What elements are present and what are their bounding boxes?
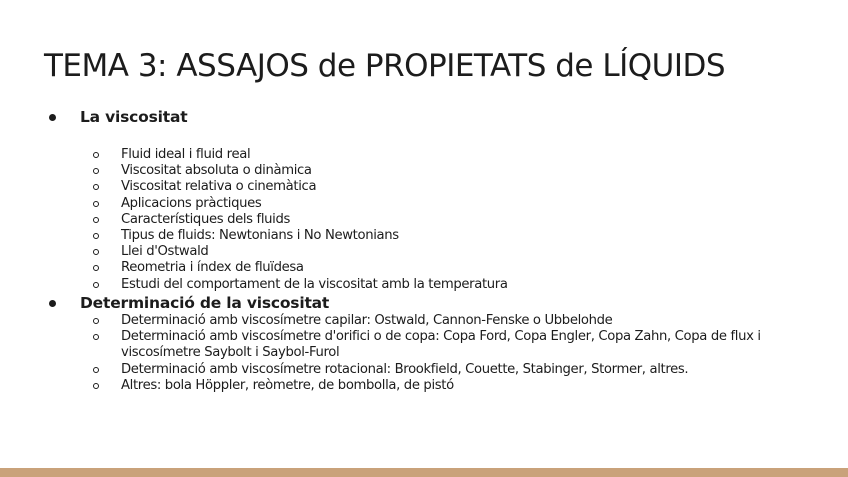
hollow-bullet-icon [93,265,99,271]
hollow-bullet-icon [93,184,99,190]
hollow-bullet-icon [93,217,99,223]
list-item: Reometria i índex de fluïdesa [93,260,813,276]
list-item: Determinació amb viscosímetre rotacional: Brookfield, Couette, Stabinger, Stormer, altres. [93,362,813,378]
list-item: Fluid ideal i fluid real [93,147,813,163]
section-list-viscositat [93,147,813,293]
hollow-bullet-icon [93,201,99,207]
hollow-bullet-icon [93,152,99,158]
hollow-bullet-icon [93,282,99,288]
hollow-bullet-icon [93,249,99,255]
list-item: Tipus de fluids: Newtonians i No Newtonians [93,228,813,244]
hollow-bullet-icon [93,318,99,324]
list-item: Determinació amb viscosímetre capilar: Ostwald, Cannon-Fenske o Ubbelohde [93,313,813,329]
hollow-bullet-icon [93,334,99,340]
hollow-bullet-icon [93,168,99,174]
section-heading-determinacio [49,294,329,312]
list-item: Determinació amb viscosímetre d'orifici o de copa: Copa Ford, Copa Engler, Copa Zahn, Copa de flux i viscosímetre Saybolt i Saybol-Furol [93,329,813,361]
section-heading-viscositat [49,108,187,126]
section-heading-label: Determinació de la viscositat [80,294,330,312]
list-item: Aplicacions pràctiques [93,196,813,212]
slide-title: TEMA 3: ASSAJOS de PROPIETATS de LÍQUIDS [44,48,726,84]
list-item: Estudi del comportament de la viscositat amb la temperatura [93,277,813,293]
bullet-icon [49,300,56,307]
hollow-bullet-icon [93,233,99,239]
list-item: Llei d'Ostwald [93,244,813,260]
section-list-determinacio [93,313,813,394]
list-item: Viscositat relativa o cinemàtica [93,179,813,195]
hollow-bullet-icon [93,383,99,389]
list-item: Característiques dels fluids [93,212,813,228]
hollow-bullet-icon [93,367,99,373]
list-item: Viscositat absoluta o dinàmica [93,163,813,179]
section-heading-label: La viscositat [80,108,188,126]
list-item: Altres: bola Höppler, reòmetre, de bombolla, de pistó [93,378,813,394]
bullet-icon [49,114,56,121]
bottom-accent-bar [0,468,848,477]
